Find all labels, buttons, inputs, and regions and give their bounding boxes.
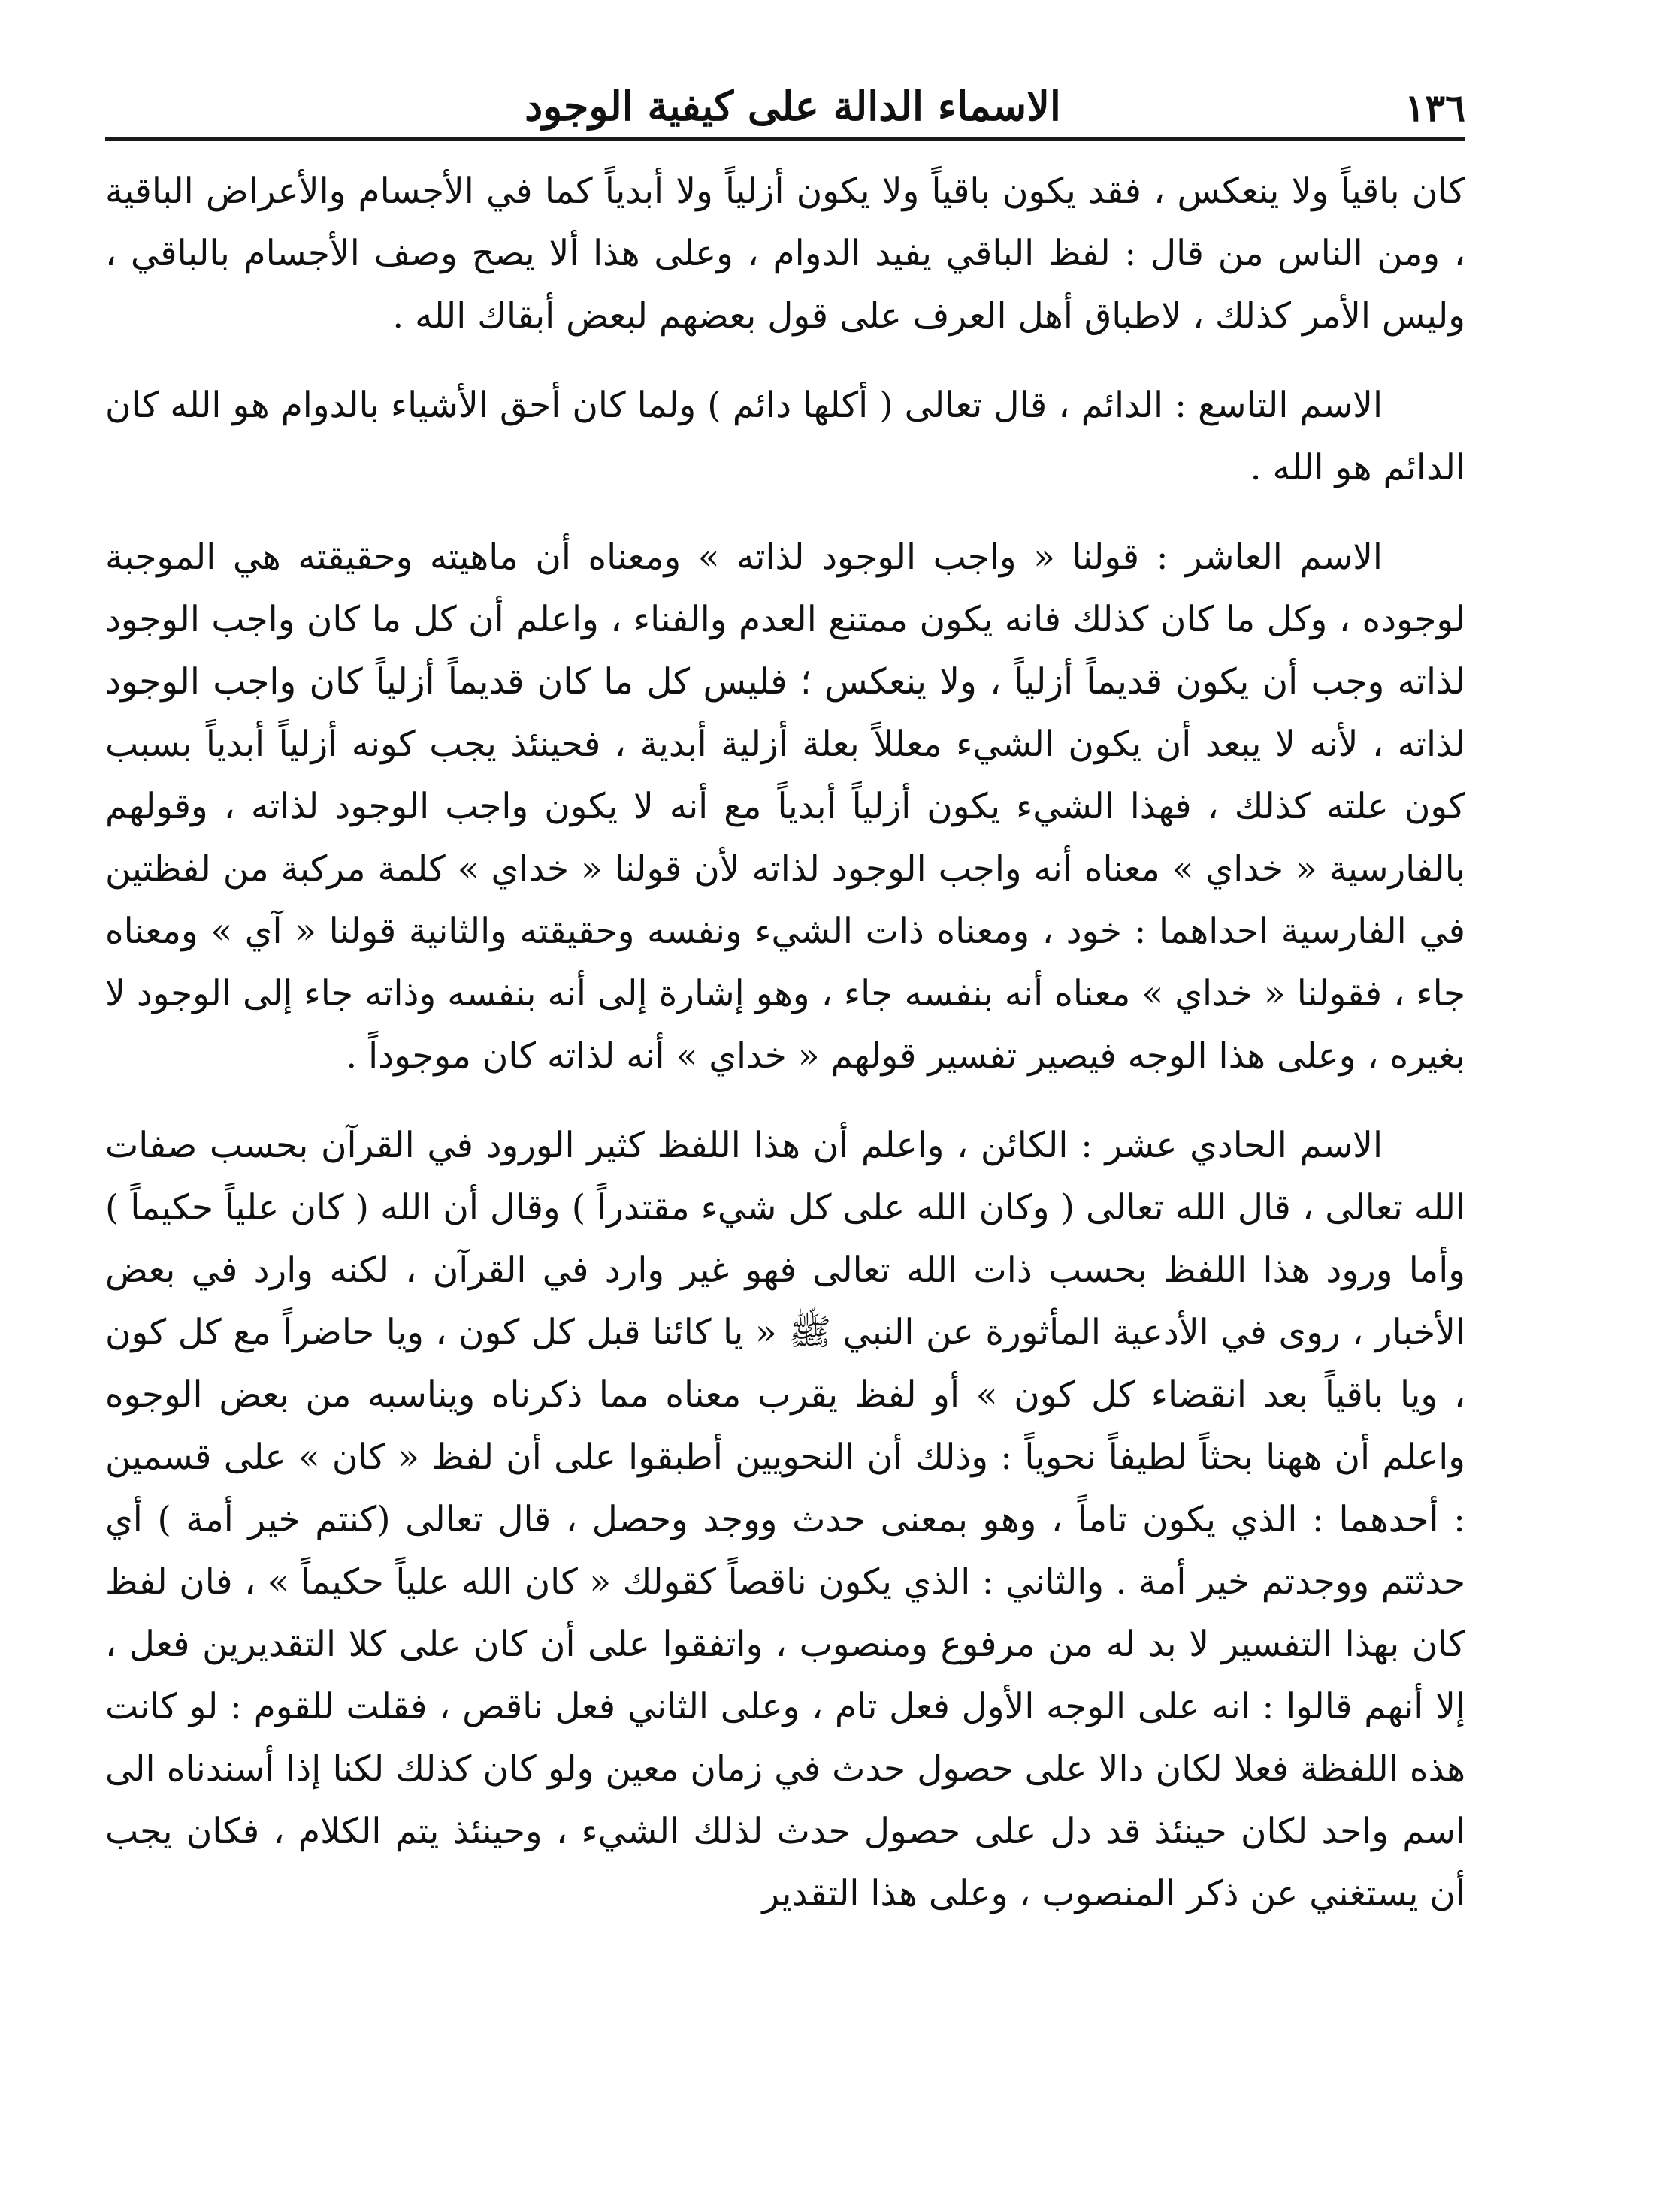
paragraph-eleventh-name: الاسم الحادي عشر : الكائن ، واعلم أن هذا اللفظ كثير الورود في القرآن بحسب صفات الله تعالى ، قال الله تعالى ( وكان الله على كل شيء مقتدراً ) وقال أن الله ( كان علياً حكيماً ) وأما ورود هذا اللفظ بحسب ذات الله تعالى فهو غير وارد في القرآن ، لكنه وارد في بعض الأخبار ، روى في الأدعية المأثورة عن النبي ﷺ « يا كائنا قبل كل كون ، ويا حاضراً مع كل كون ، ويا باقياً بعد انقضاء كل كون » أو لفظ يقرب معناه مما ذكرناه ويناسبه من بعض الوجوه واعلم أن ههنا بحثاً لطيفاً نحوياً : وذلك أن النحويين أطبقوا على أن لفظ « كان » على قسمين : أحدهما : الذي يكون تاماً ، وهو بمعنى حدث ووجد وحصل ، قال تعالى (كنتم خير أمة ) أي حدثتم ووجدتم خير أمة . والثاني : الذي يكون ناقصاً كقولك « كان الله علياً حكيماً » ، فان لفظ كان بهذا التفسير لا بد له من مرفوع ومنصوب ، واتفقوا على أن كان على كلا التقديرين فعل ، إلا أنهم قالوا : انه على الوجه الأول فعل تام ، وعلى الثاني فعل ناقص ، فقلت للقوم : لو كانت هذه اللفظة فعلا لكان دالا على حصول حدث في زمان معين ولو كان كذلك لكنا إذا أسندناه الى اسم واحد لكان حينئذ قد دل على حصول حدث لذلك الشيء ، وحينئذ يتم الكلام ، فكان يجب أن يستغني عن ذكر المنصوب ، وعلى هذا التقدير <box>105 1125 1465 1914</box>
page-number: ١٣٦ <box>1404 86 1465 130</box>
page-header <box>105 71 1465 141</box>
book-page <box>105 71 1465 2168</box>
paragraph-tenth-name: الاسم العاشر : قولنا « واجب الوجود لذاته » ومعناه أن ماهيته وحقيقته هي الموجبة لوجوده ، وكل ما كان كذلك فانه يكون ممتنع العدم والفناء ، واعلم أن كل ما كان واجب الوجود لذاته وجب أن يكون قديماً أزلياً ، ولا ينعكس ؛ فليس كل ما كان قديماً أزلياً كان واجب الوجود لذاته ، لأنه لا يبعد أن يكون الشيء معللاً بعلة أزلية أبدية ، فحينئذ يجب كونه أزلياً أبدياً بسبب كون علته كذلك ، فهذا الشيء يكون أزلياً أبدياً مع أنه لا يكون واجب الوجود لذاته ، وقولهم بالفارسية « خداي » معناه أنه واجب الوجود لذاته لأن قولنا « خداي » كلمة مركبة من لفظتين في الفارسية احداهما : خود ، ومعناه ذات الشيء ونفسه وحقيقته والثانية قولنا « آي » ومعناه جاء ، فقولنا « خداي » معناه أنه بنفسه جاء ، وهو إشارة إلى أنه بنفسه وذاته جاء إلى الوجود لا بغيره ، وعلى هذا الوجه فيصير تفسير قولهم « خداي » أنه لذاته كان موجوداً . <box>105 536 1465 1077</box>
paragraph-ninth-name: الاسم التاسع : الدائم ، قال تعالى ( أكلها دائم ) ولما كان أحق الأشياء بالدوام هو الله كان الدائم هو الله . <box>105 385 1465 488</box>
paragraph-continuation: كان باقياً ولا ينعكس ، فقد يكون باقياً ولا يكون أزلياً ولا أبدياً كما في الأجسام والأعراض الباقية ، ومن الناس من قال : لفظ الباقي يفيد الدوام ، وعلى هذا ألا يصح وصف الأجسام بالباقي ، وليس الأمر كذلك ، لاطباق أهل العرف على قول بعضهم لبعض أبقاك الله . <box>105 171 1465 337</box>
page-body <box>105 160 1465 1925</box>
running-title: الاسماء الدالة على كيفية الوجود <box>525 82 1061 130</box>
